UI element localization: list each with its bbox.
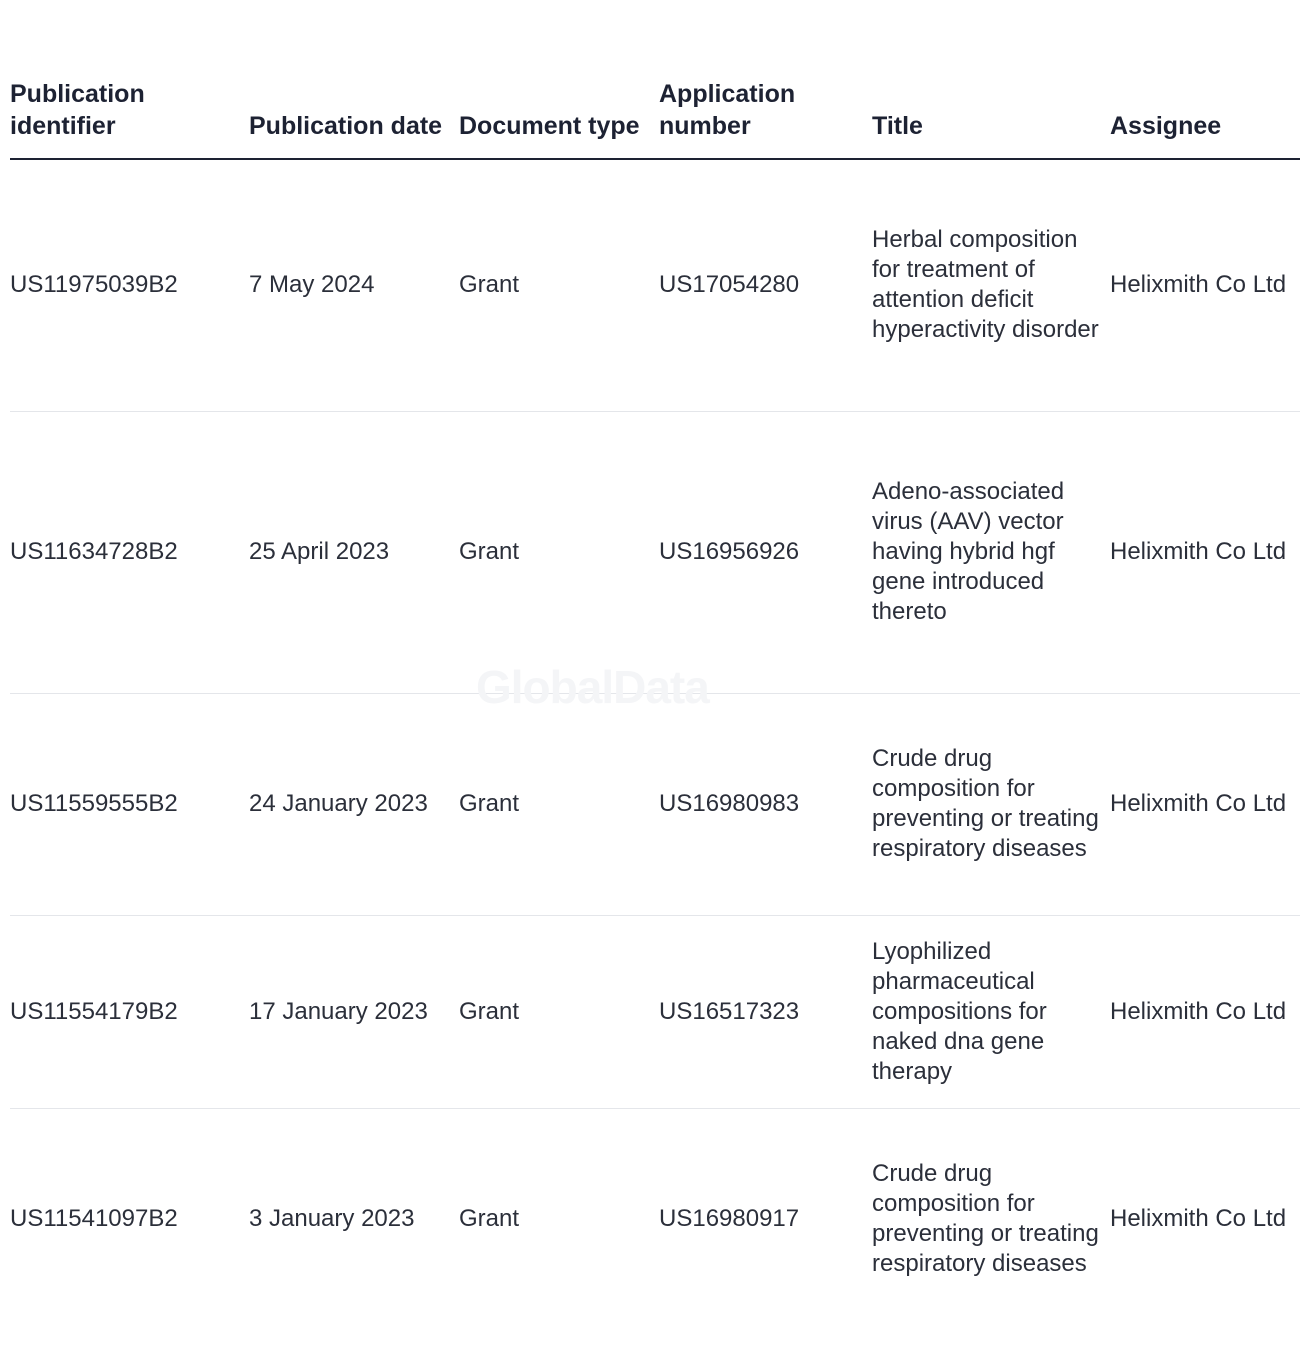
table-header-row: [10, 0, 1300, 159]
table-row: [10, 915, 1300, 1108]
header-assignee: Assignee: [1110, 0, 1300, 159]
cell-application-number: US16980917: [659, 1205, 800, 1233]
cell-document-type: Grant: [459, 915, 659, 1108]
cell-document-type: Grant: [459, 1205, 520, 1233]
cell-title: Adeno-associated virus (AAV) vector having hybrid hgf gene introduced thereto: [872, 411, 1110, 693]
cell-application-number: US16980983: [659, 693, 872, 915]
cell-document-type: Grant: [459, 159, 659, 411]
cell-application-number: US16956926: [659, 411, 872, 693]
cell-assignee: Helixmith Co Ltd: [1110, 915, 1300, 1108]
cell-publication-date: 17 January 2023: [249, 915, 459, 1108]
cell-document-type: Grant: [459, 411, 659, 693]
cell-publication-date: 24 January 2023: [249, 693, 459, 915]
header-application-number: Application number: [659, 0, 872, 159]
cell-publication-identifier: US11554179B2: [10, 915, 249, 1108]
cell-assignee: Helixmith Co Ltd: [1110, 411, 1300, 693]
cell-assignee: Helixmith Co Ltd: [1110, 159, 1300, 411]
watermark-logo: GlobalData: [476, 661, 709, 713]
patent-table: [10, 0, 1300, 1330]
cell-application-number: US17054280: [659, 159, 872, 411]
cell-publication-date: 7 May 2024: [249, 159, 459, 411]
cell-document-type: Grant: [459, 693, 659, 915]
cell-publication-date: 3 January 2023: [249, 1205, 415, 1233]
header-title: Title: [872, 0, 1110, 159]
table-row: [10, 693, 1300, 915]
table-row: [10, 1108, 1300, 1330]
cell-publication-identifier: US11541097B2: [10, 1205, 178, 1233]
cell-assignee: Helixmith Co Ltd: [1110, 693, 1300, 915]
cell-application-number: US16517323: [659, 915, 872, 1108]
cell-assignee: Helixmith Co Ltd: [1110, 1205, 1287, 1233]
cell-title: Herbal composition for treatment of attention deficit hyperactivity disorder: [872, 159, 1110, 411]
header-document-type: Document type: [459, 0, 659, 159]
cell-publication-date: 25 April 2023: [249, 411, 459, 693]
patent-table-container: [10, 0, 1287, 1370]
cell-title: Crude drug composition for preventing or treating respiratory diseases: [872, 693, 1110, 915]
cell-title: Crude drug composition for preventing or treating respiratory diseases: [872, 1160, 1099, 1278]
cell-title: Lyophilized pharmaceutical compositions for naked dna gene therapy: [872, 915, 1110, 1108]
header-publication-date: Publication date: [249, 0, 459, 159]
table-row: [10, 411, 1300, 693]
cell-publication-identifier: US11559555B2: [10, 693, 249, 915]
header-publication-identifier: Publication identifier: [10, 0, 249, 159]
cell-publication-identifier: US11975039B2: [10, 159, 249, 411]
table-row: [10, 159, 1300, 411]
cell-publication-identifier: US11634728B2: [10, 411, 249, 693]
